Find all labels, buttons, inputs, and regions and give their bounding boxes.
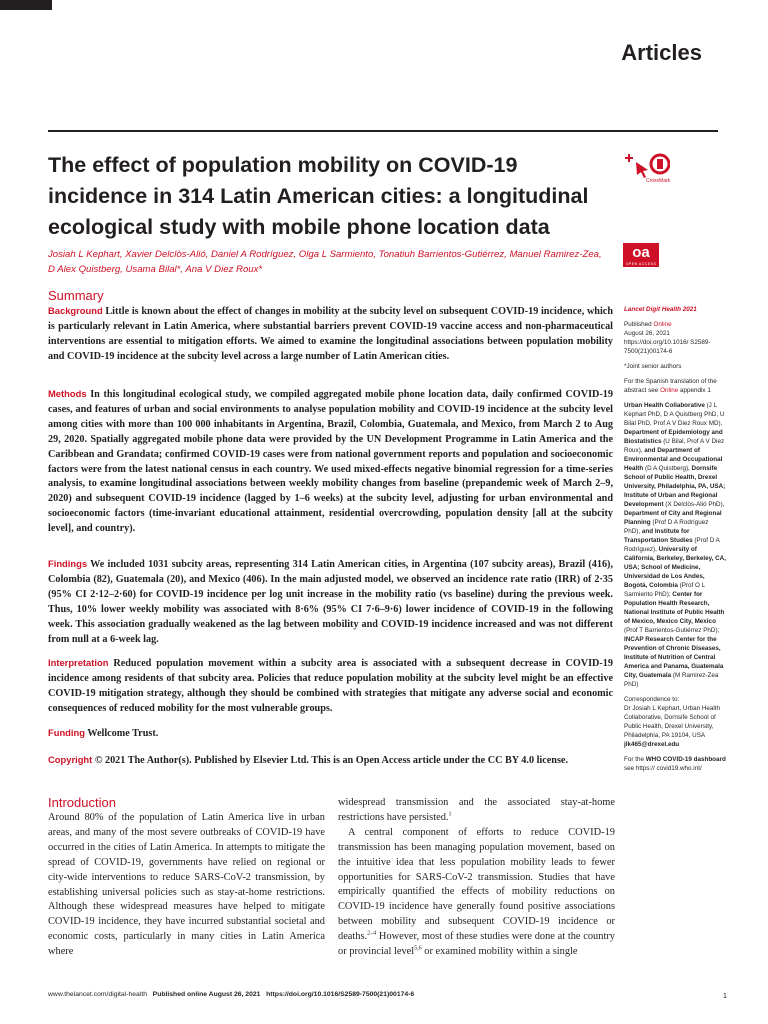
page-number: 1	[722, 991, 727, 1000]
methods-text: In this longitudinal ecological study, we compiled aggregated mobile phone location data, daily confirmed COVID-19 cases, and features of urban and social environments to analyse population mobility and COVID-19 incidence at the subcity level among cities with more than 100 000 inhabitants in Argentina, Brazil, Colombia, Guatemala, and Mexico, from March 2 to Aug 29, 2020. Spatially aggregated mobile phone data were provided by the UN Development Programme in Latin America and the Caribbean and Grandata; confirmed COVID-19 cases were from national government reports and population and socioeconomic factors were from the latest national census in each country. We used mixed-effects negative binomial regression for a time-series analysis, to examine longitudinal associations between weekly mobility changes from baseline (prepandemic week of March 2–9, 2020) and subsequent COVID-19 incidence (lagged by 1–6 weeks) at the subcity level, adjusting for urban environmental and socioeconomic factors (time-invariant educational attainment, residential overcrowding, population density [all at the subcity level], and country).	[48, 389, 613, 535]
correspondence-label: Correspondence to:	[624, 696, 680, 703]
publication-info	[624, 320, 726, 356]
reference-2-4[interactable]: 2–4	[367, 930, 377, 937]
copyright-paragraph	[48, 753, 613, 769]
section-label: Articles	[621, 40, 702, 65]
funding-label: Funding	[48, 727, 85, 738]
affil-4-people: (X Delclòs-Alió PhD),	[665, 501, 725, 508]
doi-link[interactable]: https://doi.org/10.1016/ S2589-7500(21)00174-6	[624, 339, 711, 355]
affil-8-people: (Prof T Barrientos-Gutiérrez PhD);	[624, 627, 720, 634]
published-date: August 26, 2021	[624, 330, 670, 337]
summary-heading: Summary	[48, 288, 104, 303]
affil-7-people: (Prof O L Sarmiento PhD);	[624, 582, 705, 598]
affil-2-people: (U Bilal, Prof A V Diez Roux),	[624, 438, 725, 454]
intro-paragraph-2	[338, 826, 615, 960]
spanish-translation-note	[624, 377, 726, 395]
oa-subtext: OPEN ACCESS	[625, 262, 657, 266]
article-title: The effect of population mobility on COVID-19 incidence in 314 Latin American cities: a longitudinal ecological study with mobile phone location data	[48, 153, 589, 239]
title-rule	[48, 130, 718, 132]
author-list[interactable]: Josiah L Kephart, Xavier Delclòs-Alió, Daniel A Rodríguez, Olga L Sarmiento, Tonatiuh Barrientos-Gutiérrez, Manuel Ramirez-Zea, D Alex Quistberg, Usama Bilal*, Ana V Diez Roux*	[48, 249, 602, 275]
interpretation-label: Interpretation	[48, 657, 109, 668]
dashboard-note	[624, 755, 726, 773]
crossmark-label: CrossMark	[646, 178, 671, 184]
findings-label: Findings	[48, 558, 88, 569]
correspondence	[624, 695, 726, 749]
correspondence-address: Dr Josiah L Kephart, Urban Health Collaborative, Dornsife School of Public Health, Drexel University, Philadelphia, PA 19104, USA	[624, 705, 721, 739]
spanish-prefix: For the Spanish translation of the abstract see	[624, 378, 717, 394]
affil-5-and: and	[641, 528, 654, 535]
affil-6-name: University of California, Berkeley, Berkeley, CA, USA; School of Medicine, Universidad de Los Andes, Bogotá, Colombia	[624, 546, 726, 589]
intro-paragraph-2b: However, most of these studies were done at the country or provincial level	[338, 931, 615, 958]
spanish-online-link[interactable]: Online	[660, 387, 679, 394]
published-prefix: Published	[624, 321, 652, 328]
interpretation-paragraph	[48, 656, 613, 717]
affil-2-and: and	[644, 447, 656, 454]
affil-8-name: INCAP Research Center for the Prevention of Chronic Diseases, Institute of Nutrition of Central America and Panama, Guatemala City, Guatemala	[624, 636, 724, 679]
footer-doi[interactable]: https://doi.org/10.1016/S2589-7500(21)00174-6	[266, 991, 415, 998]
funding-text: Wellcome Trust.	[87, 728, 159, 739]
findings-text: We included 1031 subcity areas, representing 314 Latin American cities, in Argentina (107 subcity areas), Brazil (416), Colombia (82), Guatemala (20), and Mexico (406). In the main adjusted model, we observed an incidence rate ratio (IRR) of 2·35 (95% CI 2·12–2·60) for COVID-19 incidence per log unit increase in the mobility ratio (vs baseline) during the previous week. Thus, 10% lower weekly mobility was associated with 8·6% (95% CI 7·6–9·6) lower incidence of COVID-19 in the following week. This association gradually weakened as the lag between mobility and COVID-19 incidence increased and was not different from null at a 6-week lag.	[48, 559, 613, 645]
affil-9-people: (M Ramirez-Zea PhD)	[624, 672, 719, 688]
affil-1-name: Urban Health Collaborative	[624, 402, 705, 409]
interpretation-text: Reduced population movement within a subcity area is associated with a subsequent decrease in COVID-19 incidence among residents of that subcity area. Policies that reduce population mobility at the subcity level might be an effective COVID-19 mitigation strategy, although they should be combined with strategies that mitigate any adverse social and economic consequences of reduced mobility for the most vulnerable groups.	[48, 658, 613, 714]
affil-6-people: (Prof D A Rodríguez),	[624, 537, 720, 553]
dashboard-link[interactable]: WHO COVID-19 dashboard	[645, 756, 726, 763]
affil-1-people: (J L Kephart PhD, D A Quistberg PhD, U Bilal PhD, Prof A V Diez Roux MD),	[624, 402, 725, 427]
footer	[48, 991, 414, 998]
joint-senior-note: *Joint senior authors	[624, 363, 682, 370]
affil-3-name: Department of Environmental and Occupational Health	[624, 447, 723, 472]
intro-paragraph-1: widespread transmission and the associated stay-at-home restrictions have persisted.	[338, 797, 615, 823]
sidebar	[624, 305, 726, 779]
introduction-heading: Introduction	[48, 795, 116, 810]
journal-citation: Lancet Digit Health 2021	[624, 306, 697, 313]
oa-text: oa	[632, 244, 650, 261]
copyright-text: © 2021 The Author(s). Published by Elsevier Ltd. This is an Open Access article under the CC BY 4.0 license.	[94, 755, 568, 766]
top-corner-bar	[0, 0, 52, 10]
spanish-suffix: appendix 1	[680, 387, 711, 394]
copyright-label: Copyright	[48, 754, 93, 765]
reference-1[interactable]: 1	[448, 811, 452, 818]
affil-3-people: (D A Quistberg),	[645, 465, 690, 472]
introduction-column-2	[338, 796, 615, 960]
open-access-badge	[623, 243, 659, 267]
published-online-link[interactable]: Online	[653, 321, 672, 328]
correspondence-email[interactable]: jlk465@drexel.edu	[624, 741, 680, 748]
dashboard-prefix: For the	[624, 756, 644, 763]
reference-5-6[interactable]: 5,6	[414, 945, 422, 952]
intro-paragraph-2a: A central component of efforts to reduce COVID-19 transmission has been managing population movement, based on the intuitive idea that less population mobility leads to fewer opportunities for SARS-CoV-2 transmission. Studies that have empirically quantified the effects of mobility reductions on COVID-19 incidence have generally found positive associations between mobility and subsequent COVID-19 incidence or deaths.	[338, 826, 615, 943]
background-label: Background	[48, 305, 103, 316]
methods-paragraph	[48, 387, 613, 537]
methods-label: Methods	[48, 388, 87, 399]
affil-4-name: Department of City and Regional Planning	[624, 510, 722, 526]
affil-5-people: (Prof D A Rodríguez PhD),	[624, 519, 709, 535]
intro-paragraph-2c: or examined mobility within a single	[424, 946, 578, 958]
footer-published: Published online August 26, 2021	[152, 991, 261, 998]
dashboard-url[interactable]: see https:// covid19.who.int/	[624, 765, 702, 772]
background-paragraph	[48, 304, 613, 365]
affil-7-name: Center for Population Health Research, National Institute of Public Health of Mexico, Mexico City, Mexico	[624, 591, 725, 625]
affil-3-institution: Dornsife School of Public Health, Drexel University, Philadelphia, PA, USA; Institute of Urban and Regional Development	[624, 465, 726, 508]
affil-2-name: Department of Epidemiology and Biostatistics	[624, 429, 723, 445]
introduction-column-1: Around 80% of the population of Latin America live in urban areas, and many of the most severe outbreaks of COVID-19 have occurred in the cities of Latin America. In attempts to mitigate the spread of COVID-19, governments have relied on regional or city-wide interventions to reduce SARS-CoV-2 transmission, by establishing universal policies such as stay-at-home restrictions. Although these widespread measures have helped to mitigate COVID-19 incidence, they have incurred substantial societal and economic costs, particularly in many cities in Latin America where	[48, 812, 325, 958]
affiliations	[624, 401, 726, 689]
background-text: Little is known about the effect of changes in mobility at the subcity level on subsequent COVID-19 incidence, which is particularly relevant in Latin America, where substantial barriers prevent COVID-19 vaccine access and non-pharmaceutical interventions are essential to mitigation efforts. We aimed to examine the longitudinal associations between population mobility and COVID-19 incidence at the subcity level across a large number of Latin American cities.	[48, 306, 613, 362]
findings-paragraph	[48, 557, 613, 647]
footer-site[interactable]: www.thelancet.com/digital-health	[48, 991, 147, 998]
funding-paragraph	[48, 726, 613, 742]
affil-5-name: Institute for Transportation Studies	[624, 528, 693, 544]
